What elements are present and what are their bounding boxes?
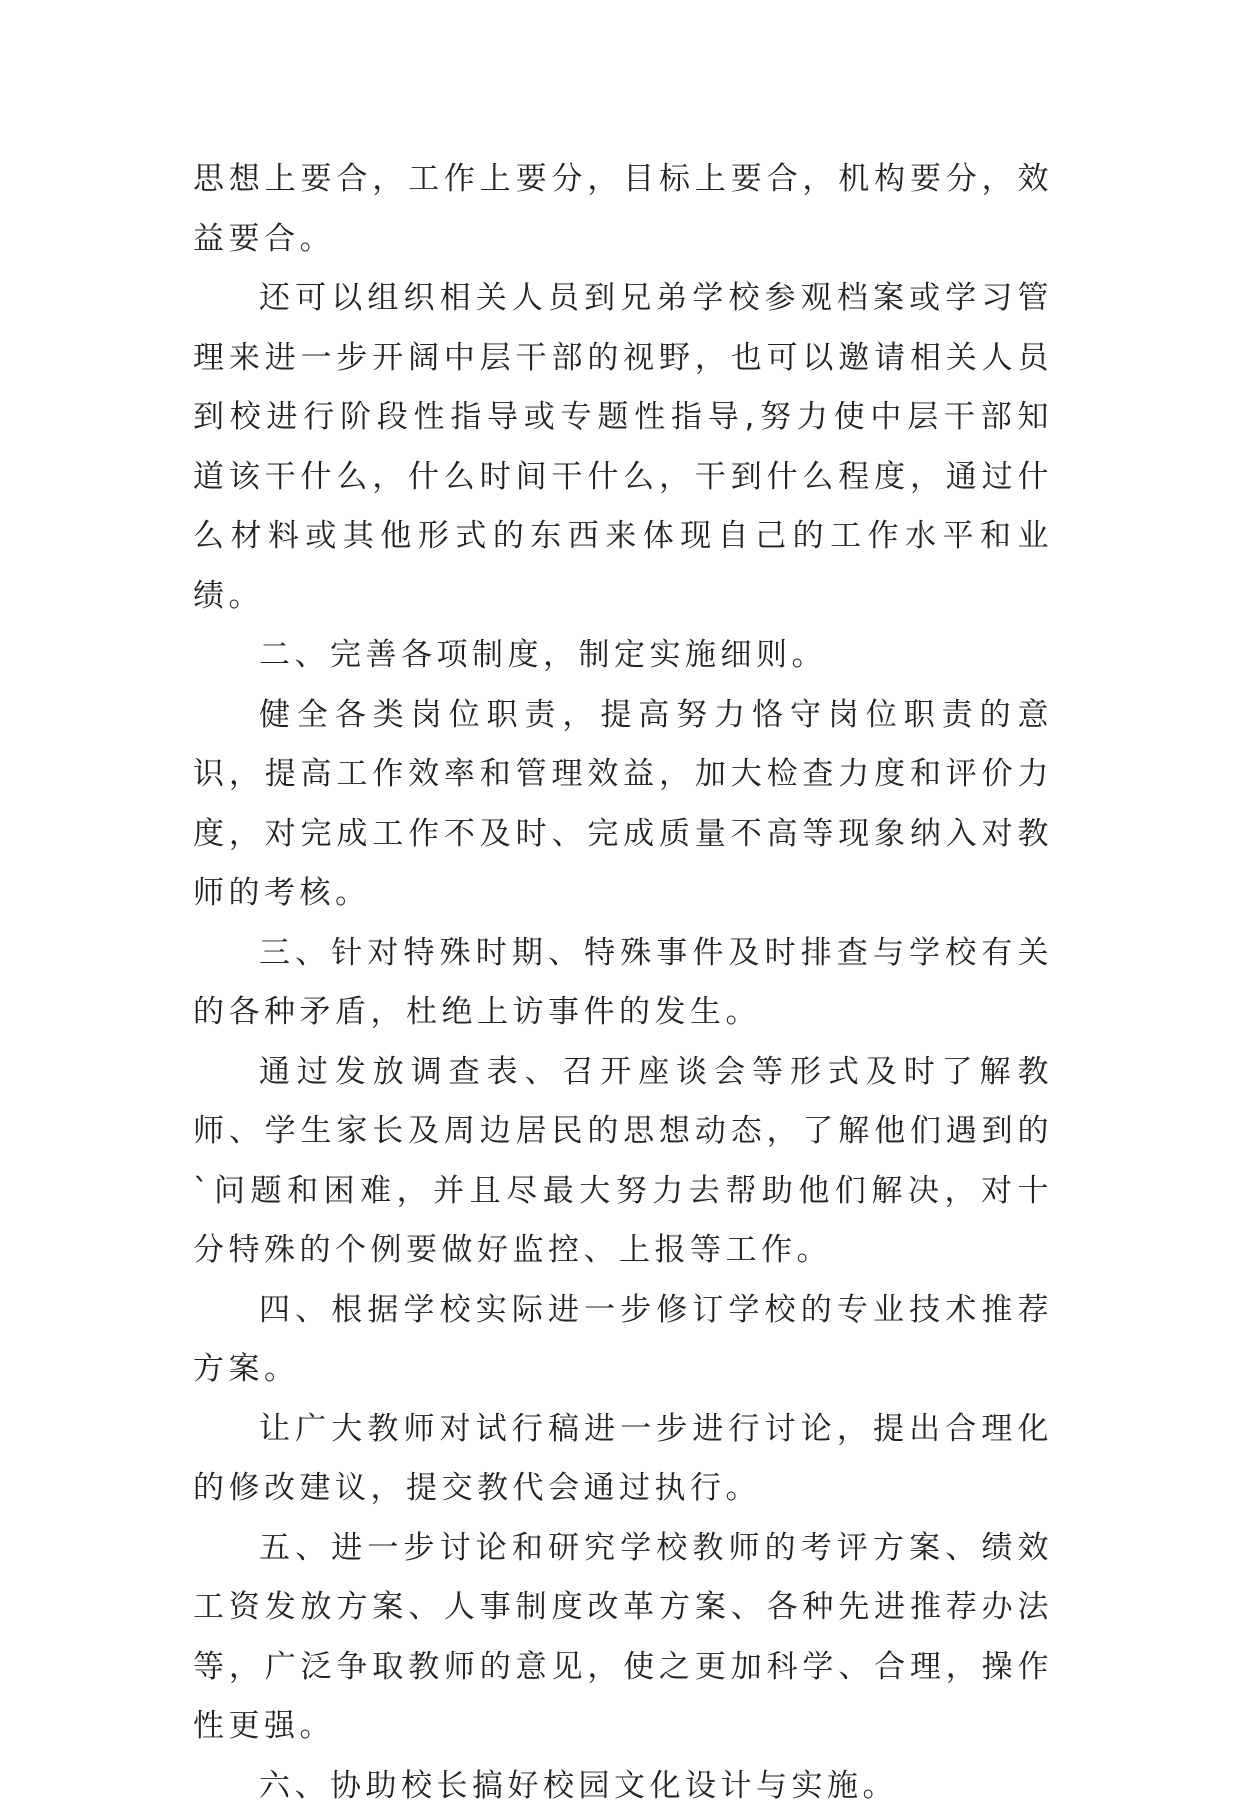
section-heading: 二、完善各项制度，制定实施细则。 bbox=[193, 626, 1053, 686]
paragraph: 通过发放调查表、召开座谈会等形式及时了解教师、学生家长及周边居民的思想动态，了解他们遇到的`问题和困难，并且尽最大努力去帮助他们解决，对十分特殊的个例要做好监控、上报等工作。 bbox=[193, 1043, 1053, 1281]
paragraph: 思想上要合，工作上要分，目标上要合，机构要分，效益要合。 bbox=[193, 150, 1053, 269]
document-body bbox=[193, 150, 1053, 1816]
paragraph: 让广大教师对试行稿进一步进行讨论，提出合理化的修改建议，提交教代会通过执行。 bbox=[193, 1400, 1053, 1519]
section-heading: 五、进一步讨论和研究学校教师的考评方案、绩效工资发放方案、人事制度改革方案、各种先进推荐办法等，广泛争取教师的意见，使之更加科学、合理，操作性更强。 bbox=[193, 1519, 1053, 1757]
section-heading: 三、针对特殊时期、特殊事件及时排查与学校有关的各种矛盾，杜绝上访事件的发生。 bbox=[193, 924, 1053, 1043]
paragraph: 还可以组织相关人员到兄弟学校参观档案或学习管理来进一步开阔中层干部的视野，也可以邀请相关人员到校进行阶段性指导或专题性指导,努力使中层干部知道该干什么，什么时间干什么，干到什么程度，通过什么材料或其他形式的东西来体现自己的工作水平和业绩。 bbox=[193, 269, 1053, 626]
section-heading: 六、协助校长搞好校园文化设计与实施。 bbox=[193, 1757, 1053, 1816]
paragraph: 健全各类岗位职责，提高努力恪守岗位职责的意识，提高工作效率和管理效益，加大检查力度和评价力度，对完成工作不及时、完成质量不高等现象纳入对教师的考核。 bbox=[193, 686, 1053, 924]
section-heading: 四、根据学校实际进一步修订学校的专业技术推荐方案。 bbox=[193, 1281, 1053, 1400]
